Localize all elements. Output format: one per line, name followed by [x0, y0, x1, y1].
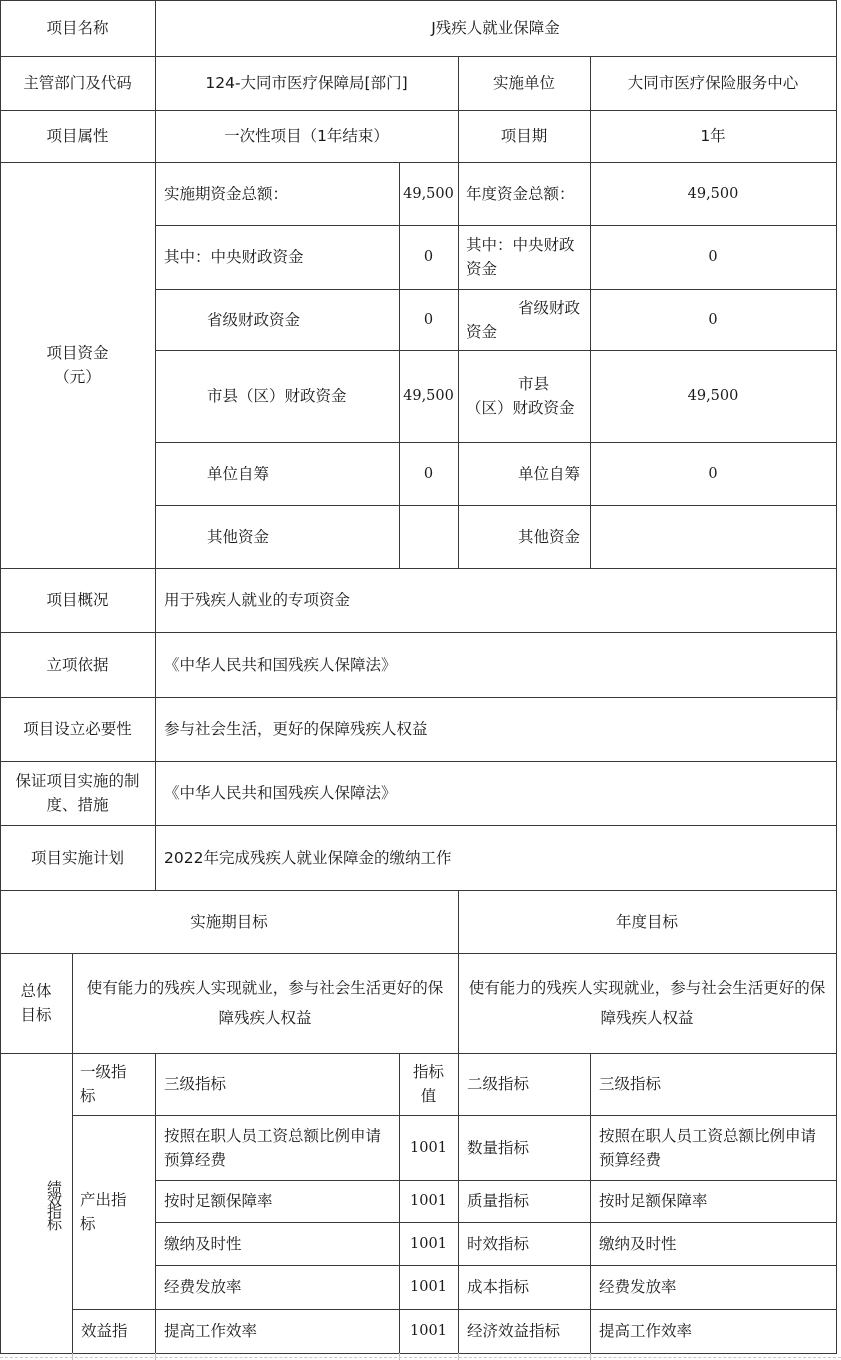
- indicator-value: 1001: [410, 1235, 447, 1252]
- indicator-header-level1: 一级指标: [80, 1063, 127, 1105]
- info-value: 《中华人民共和国残疾人保障法》: [164, 655, 397, 674]
- page-break-line: [0, 1357, 841, 1358]
- overall-target-label: 总体目标: [20, 982, 52, 1024]
- info-label: 项目设立必要性: [23, 720, 132, 738]
- indicator-value: 1001: [410, 1193, 447, 1209]
- fund-year-label: 其他资金: [518, 527, 581, 546]
- fund-year-label: 省级财政资金: [466, 298, 581, 341]
- dept-value: 124-大同市医疗保障局[部门]: [205, 74, 408, 92]
- fund-impl-value: [399, 505, 458, 568]
- indicator-level3-year: 经费发放率: [599, 1278, 677, 1296]
- info-label: 项目概况: [46, 591, 109, 609]
- fund-year-label: 市县（区）财政资金: [466, 375, 575, 417]
- impl-unit-label: 实施单位: [492, 74, 555, 92]
- indicator-header-value: 指标值: [413, 1063, 445, 1105]
- indicator-level3-year: 按时足额保障率: [599, 1192, 708, 1210]
- year-target-header: 年度目标: [615, 912, 678, 931]
- overall-target-year: 使有能力的残疾人实现就业，参与社会生活更好的保障残疾人权益: [468, 979, 826, 1027]
- indicator-level3: 经费发放率: [164, 1278, 242, 1296]
- overall-target-impl: 使有能力的残疾人实现就业，参与社会生活更好的保障残疾人权益: [86, 979, 444, 1027]
- indicator-header-level3: 三级指标: [164, 1075, 227, 1093]
- fund-year-value: 49,500: [687, 185, 739, 202]
- project-period-value: 1年: [700, 127, 726, 145]
- indicator-level3: 缴纳及时性: [164, 1234, 242, 1253]
- fund-impl-value: 0: [423, 465, 434, 482]
- fund-year-value: 49,500: [687, 388, 739, 404]
- indicator-value: 1001: [410, 1279, 447, 1295]
- info-label: 立项依据: [46, 655, 109, 674]
- fund-impl-label: 其他资金: [207, 527, 270, 546]
- impl-unit-value: 大同市医疗保险服务中心: [627, 74, 799, 92]
- indicator-header-level2: 二级指标: [467, 1075, 530, 1093]
- project-attr-label: 项目属性: [46, 127, 109, 145]
- info-value: 2022年完成残疾人就业保障金的缴纳工作: [164, 848, 452, 867]
- indicator-level2: 质量指标: [467, 1192, 530, 1210]
- fund-impl-label: 省级财政资金: [207, 310, 301, 329]
- indicator-level2: 时效指标: [467, 1234, 530, 1253]
- page-edge-mark: [837, 640, 838, 710]
- fund-year-value: 0: [708, 311, 718, 328]
- indicator-header-level3-year: 三级指标: [599, 1075, 662, 1093]
- indicator-level3: 按照在职人员工资总额比例申请预算经费: [164, 1126, 382, 1169]
- project-attr-value: 一次性项目（1年结束）: [224, 127, 389, 145]
- indicator-level2: 成本指标: [467, 1278, 530, 1296]
- indicator-level2: 数量指标: [467, 1138, 530, 1157]
- indicator-level3-year: 按照在职人员工资总额比例申请预算经费: [599, 1126, 817, 1169]
- funds-label: 项目资金 （元）: [46, 344, 109, 386]
- indicator-level3: 提高工作效率: [164, 1322, 258, 1340]
- output-indicator-label: 产出指标: [80, 1191, 127, 1233]
- fund-year-value: [590, 505, 836, 568]
- indicator-level3-year: 缴纳及时性: [599, 1234, 677, 1253]
- fund-year-label: 年度资金总额：: [466, 184, 575, 203]
- fund-impl-value: 0: [423, 311, 434, 328]
- indicator-level3: 按时足额保障率: [164, 1192, 273, 1210]
- indicator-value: 1001: [410, 1323, 447, 1339]
- fund-impl-label: 其中：中央财政资金: [164, 248, 304, 266]
- fund-impl-value: 0: [423, 249, 434, 265]
- indicator-section-label: 绩效指标: [45, 1180, 63, 1228]
- fund-year-label: 单位自筹: [518, 464, 581, 483]
- dept-label: 主管部门及代码: [23, 74, 132, 92]
- fund-year-label: 其中：中央财政资金: [466, 236, 575, 278]
- project-period-label: 项目期: [500, 127, 548, 145]
- fund-impl-label: 实施期资金总额：: [164, 184, 289, 203]
- fund-impl-value: 49,500: [403, 388, 454, 404]
- indicator-value: 1001: [410, 1139, 447, 1156]
- fund-impl-value: 49,500: [403, 185, 454, 202]
- project-name-value: J残疾人就业保障金: [431, 19, 560, 37]
- indicator-level2: 经济效益指标: [467, 1322, 561, 1340]
- info-label: 保证项目实施的制度、措施: [15, 772, 140, 814]
- fund-year-value: 0: [708, 249, 718, 265]
- fund-year-value: 0: [708, 465, 718, 482]
- fund-impl-label: 市县（区）财政资金: [207, 387, 347, 405]
- info-value: 用于残疾人就业的专项资金: [164, 591, 351, 609]
- benefit-indicator-label: 效益指: [81, 1322, 128, 1340]
- indicator-level3-year: 提高工作效率: [599, 1322, 693, 1340]
- fund-impl-label: 单位自筹: [207, 464, 270, 483]
- info-value: 参与社会生活，更好的保障残疾人权益: [164, 720, 428, 738]
- impl-target-header: 实施期目标: [190, 912, 268, 931]
- project-name-label: 项目名称: [46, 19, 109, 37]
- info-label: 项目实施计划: [30, 848, 124, 867]
- info-value: 《中华人民共和国残疾人保障法》: [164, 784, 397, 802]
